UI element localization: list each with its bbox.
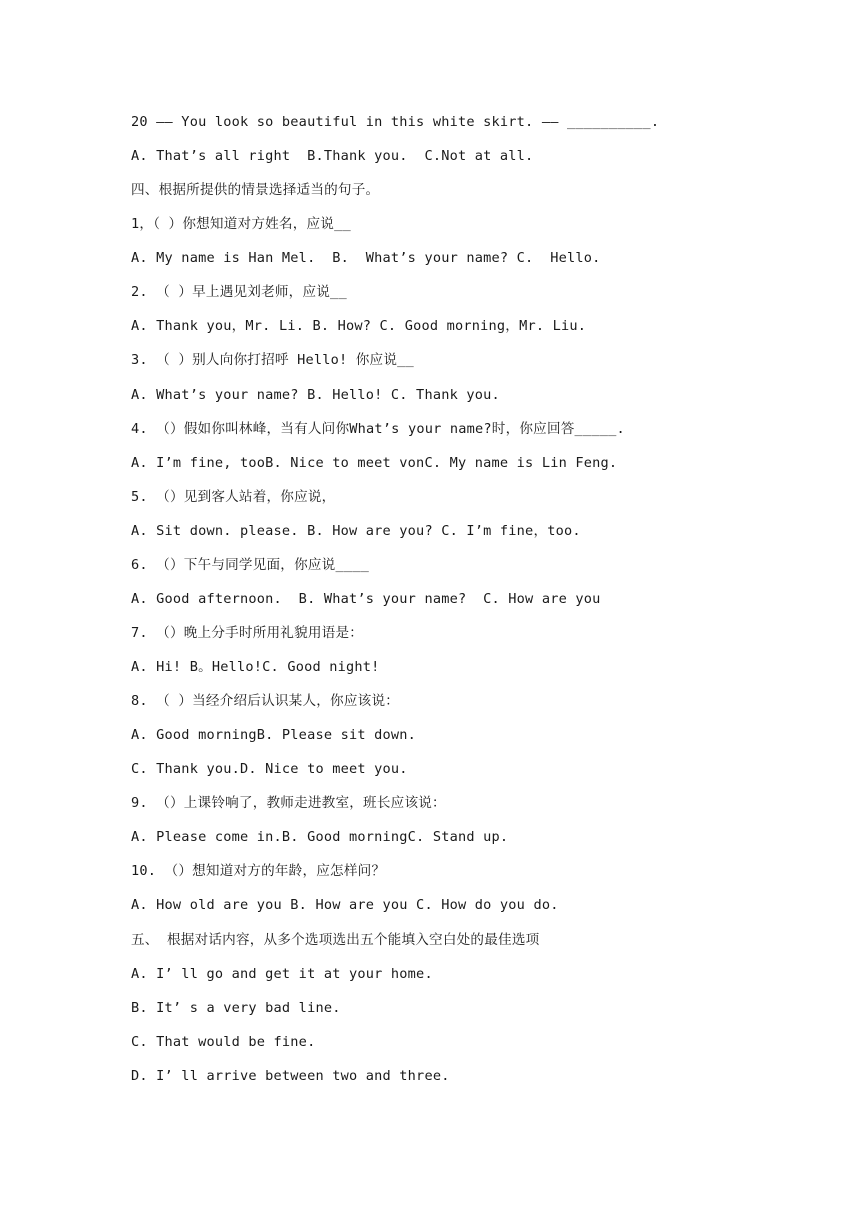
s4-question-2-options: A. Thank you，Mr. Li. B. How? C. Good morning，Mr. Liu. — [131, 318, 587, 335]
s4-question-2: 2. （ ）早上遇见刘老师，应说__ — [131, 284, 347, 301]
s4-question-5: 5. （）见到客人站着，你应说， — [131, 488, 336, 505]
s5-option-a: A. I’ ll go and get it at your home. — [131, 965, 433, 982]
s4-question-4: 4. （）假如你叫林峰，当有人问你What’s your name?时，你应回答_____. — [131, 420, 625, 437]
s5-option-b: B. It’ s a very bad line. — [131, 999, 341, 1016]
s4-question-6-options: A. Good afternoon. B. What’s your name? C. How are you — [131, 590, 601, 607]
s5-option-d: D. I’ ll arrive between two and three. — [131, 1067, 450, 1084]
s4-question-10-options: A. How old are you B. How are you C. How do you do. — [131, 897, 559, 914]
question-20-prompt: 20 —— You look so beautiful in this white skirt. —— __________. — [131, 114, 660, 130]
s4-question-9-options: A. Please come in.B. Good morningC. Stand up. — [131, 829, 509, 846]
s4-question-1-options: A. My name is Han Mel. B. What’s your name? C. Hello. — [131, 250, 601, 267]
s4-question-5-options: A. Sit down. please. B. How are you? C. I’m fine，too. — [131, 522, 581, 539]
s5-option-c: C. That would be fine. — [131, 1033, 316, 1050]
section-5-heading: 五、 根据对话内容，从多个选项选出五个能填入空白处的最佳选项 — [131, 931, 540, 948]
s4-question-9: 9. （）上课铃响了，教师走进教室，班长应该说： — [131, 795, 446, 812]
s4-question-8-options-cd: C. Thank you.D. Nice to meet you. — [131, 761, 408, 778]
s4-question-3-options: A. What’s your name? B. Hello! C. Thank you. — [131, 386, 500, 403]
s4-question-7-options: A. Hi! B。Hello!C. Good night! — [131, 659, 380, 675]
s4-question-1: 1，（ ）你想知道对方姓名，应说__ — [131, 216, 351, 233]
s4-question-8: 8. （ ）当经介绍后认识某人，你应该说： — [131, 693, 400, 710]
document-body — [131, 112, 811, 1100]
section-4-heading: 四、根据所提供的情景选择适当的句子。 — [131, 182, 380, 199]
s4-question-4-options: A. I’m fine, tooB. Nice to meet vonC. My name is Lin Feng. — [131, 454, 618, 471]
question-20-options: A. That’s all right B.Thank you. C.Not at all. — [131, 148, 534, 165]
s4-question-10: 10. （）想知道对方的年龄，应怎样问？ — [131, 863, 386, 880]
s4-question-3: 3. （ ）别人向你打招呼 Hello! 你应说__ — [131, 352, 414, 369]
s4-question-6: 6. （）下午与同学见面，你应说____ — [131, 556, 370, 573]
s4-question-7: 7. （）晚上分手时所用礼貌用语是： — [131, 624, 364, 641]
s4-question-8-options-ab: A. Good morningB. Please sit down. — [131, 727, 417, 744]
